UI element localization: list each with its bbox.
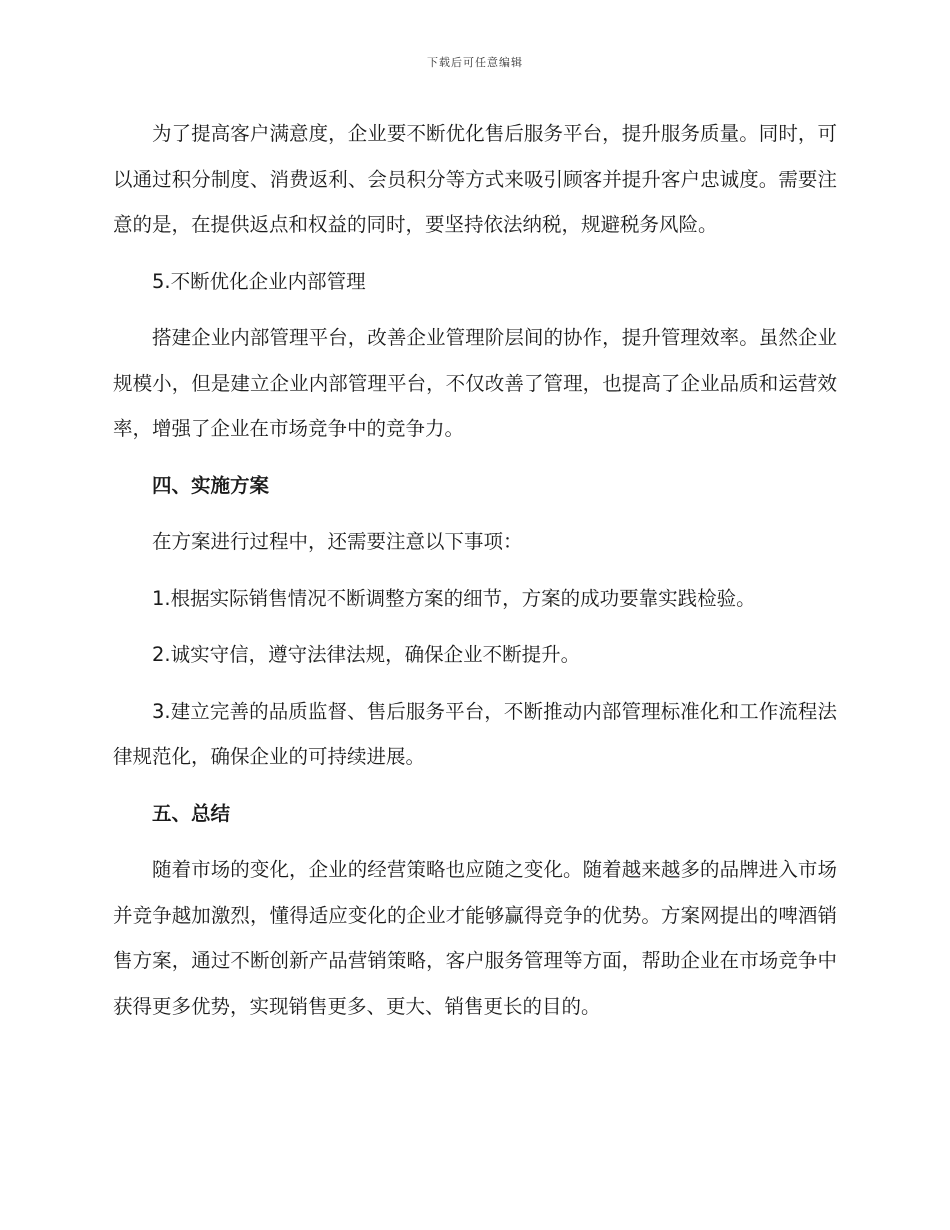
paragraph-internal-management: 搭建企业内部管理平台，改善企业管理阶层间的协作，提升管理效率。虽然企业规模小，但是建立企业内部管理平台，不仅改善了管理，也提高了企业品质和运营效率，增强了企业在市场竞争中的竞争力。 xyxy=(113,326,837,440)
section-heading-summary: 五、总结 xyxy=(152,801,231,825)
paragraph-customer-satisfaction: 为了提高客户满意度，企业要不断优化售后服务平台，提升服务质量。同时，可以通过积分制度、消费返利、会员积分等方式来吸引顾客并提升客户忠诚度。需要注意的是，在提供返点和权益的同时，要坚持依法纳税，规避税务风险。 xyxy=(113,122,837,236)
paragraph-internal-management-title: 5.不断优化企业内部管理 xyxy=(152,269,366,293)
document-body xyxy=(113,111,837,1040)
section-heading-implementation: 四、实施方案 xyxy=(152,473,270,497)
list-item-1: 1.根据实际销售情况不断调整方案的细节，方案的成功要靠实践检验。 xyxy=(152,586,756,610)
list-item-3: 3.建立完善的品质监督、售后服务平台，不断推动内部管理标准化和工作流程法律规范化，确保企业的可持续进展。 xyxy=(113,699,837,768)
list-item-2: 2.诚实守信，遵守法律法规，确保企业不断提升。 xyxy=(152,643,581,666)
paragraph-implementation-intro: 在方案进行过程中，还需要注意以下事项： xyxy=(152,530,523,553)
paragraph-summary: 随着市场的变化，企业的经营策略也应随之变化。随着越来越多的品牌进入市场并竞争越加激烈，懂得适应变化的企业才能够赢得竞争的优势。方案网提出的啤酒销售方案，通过不断创新产品营销策略，客户服务管理等方面，帮助企业在市场竞争中获得更多优势，实现销售更多、更大、销售更长的目的。 xyxy=(113,858,837,1018)
page-header-note: 下载后可任意编辑 xyxy=(427,56,523,69)
